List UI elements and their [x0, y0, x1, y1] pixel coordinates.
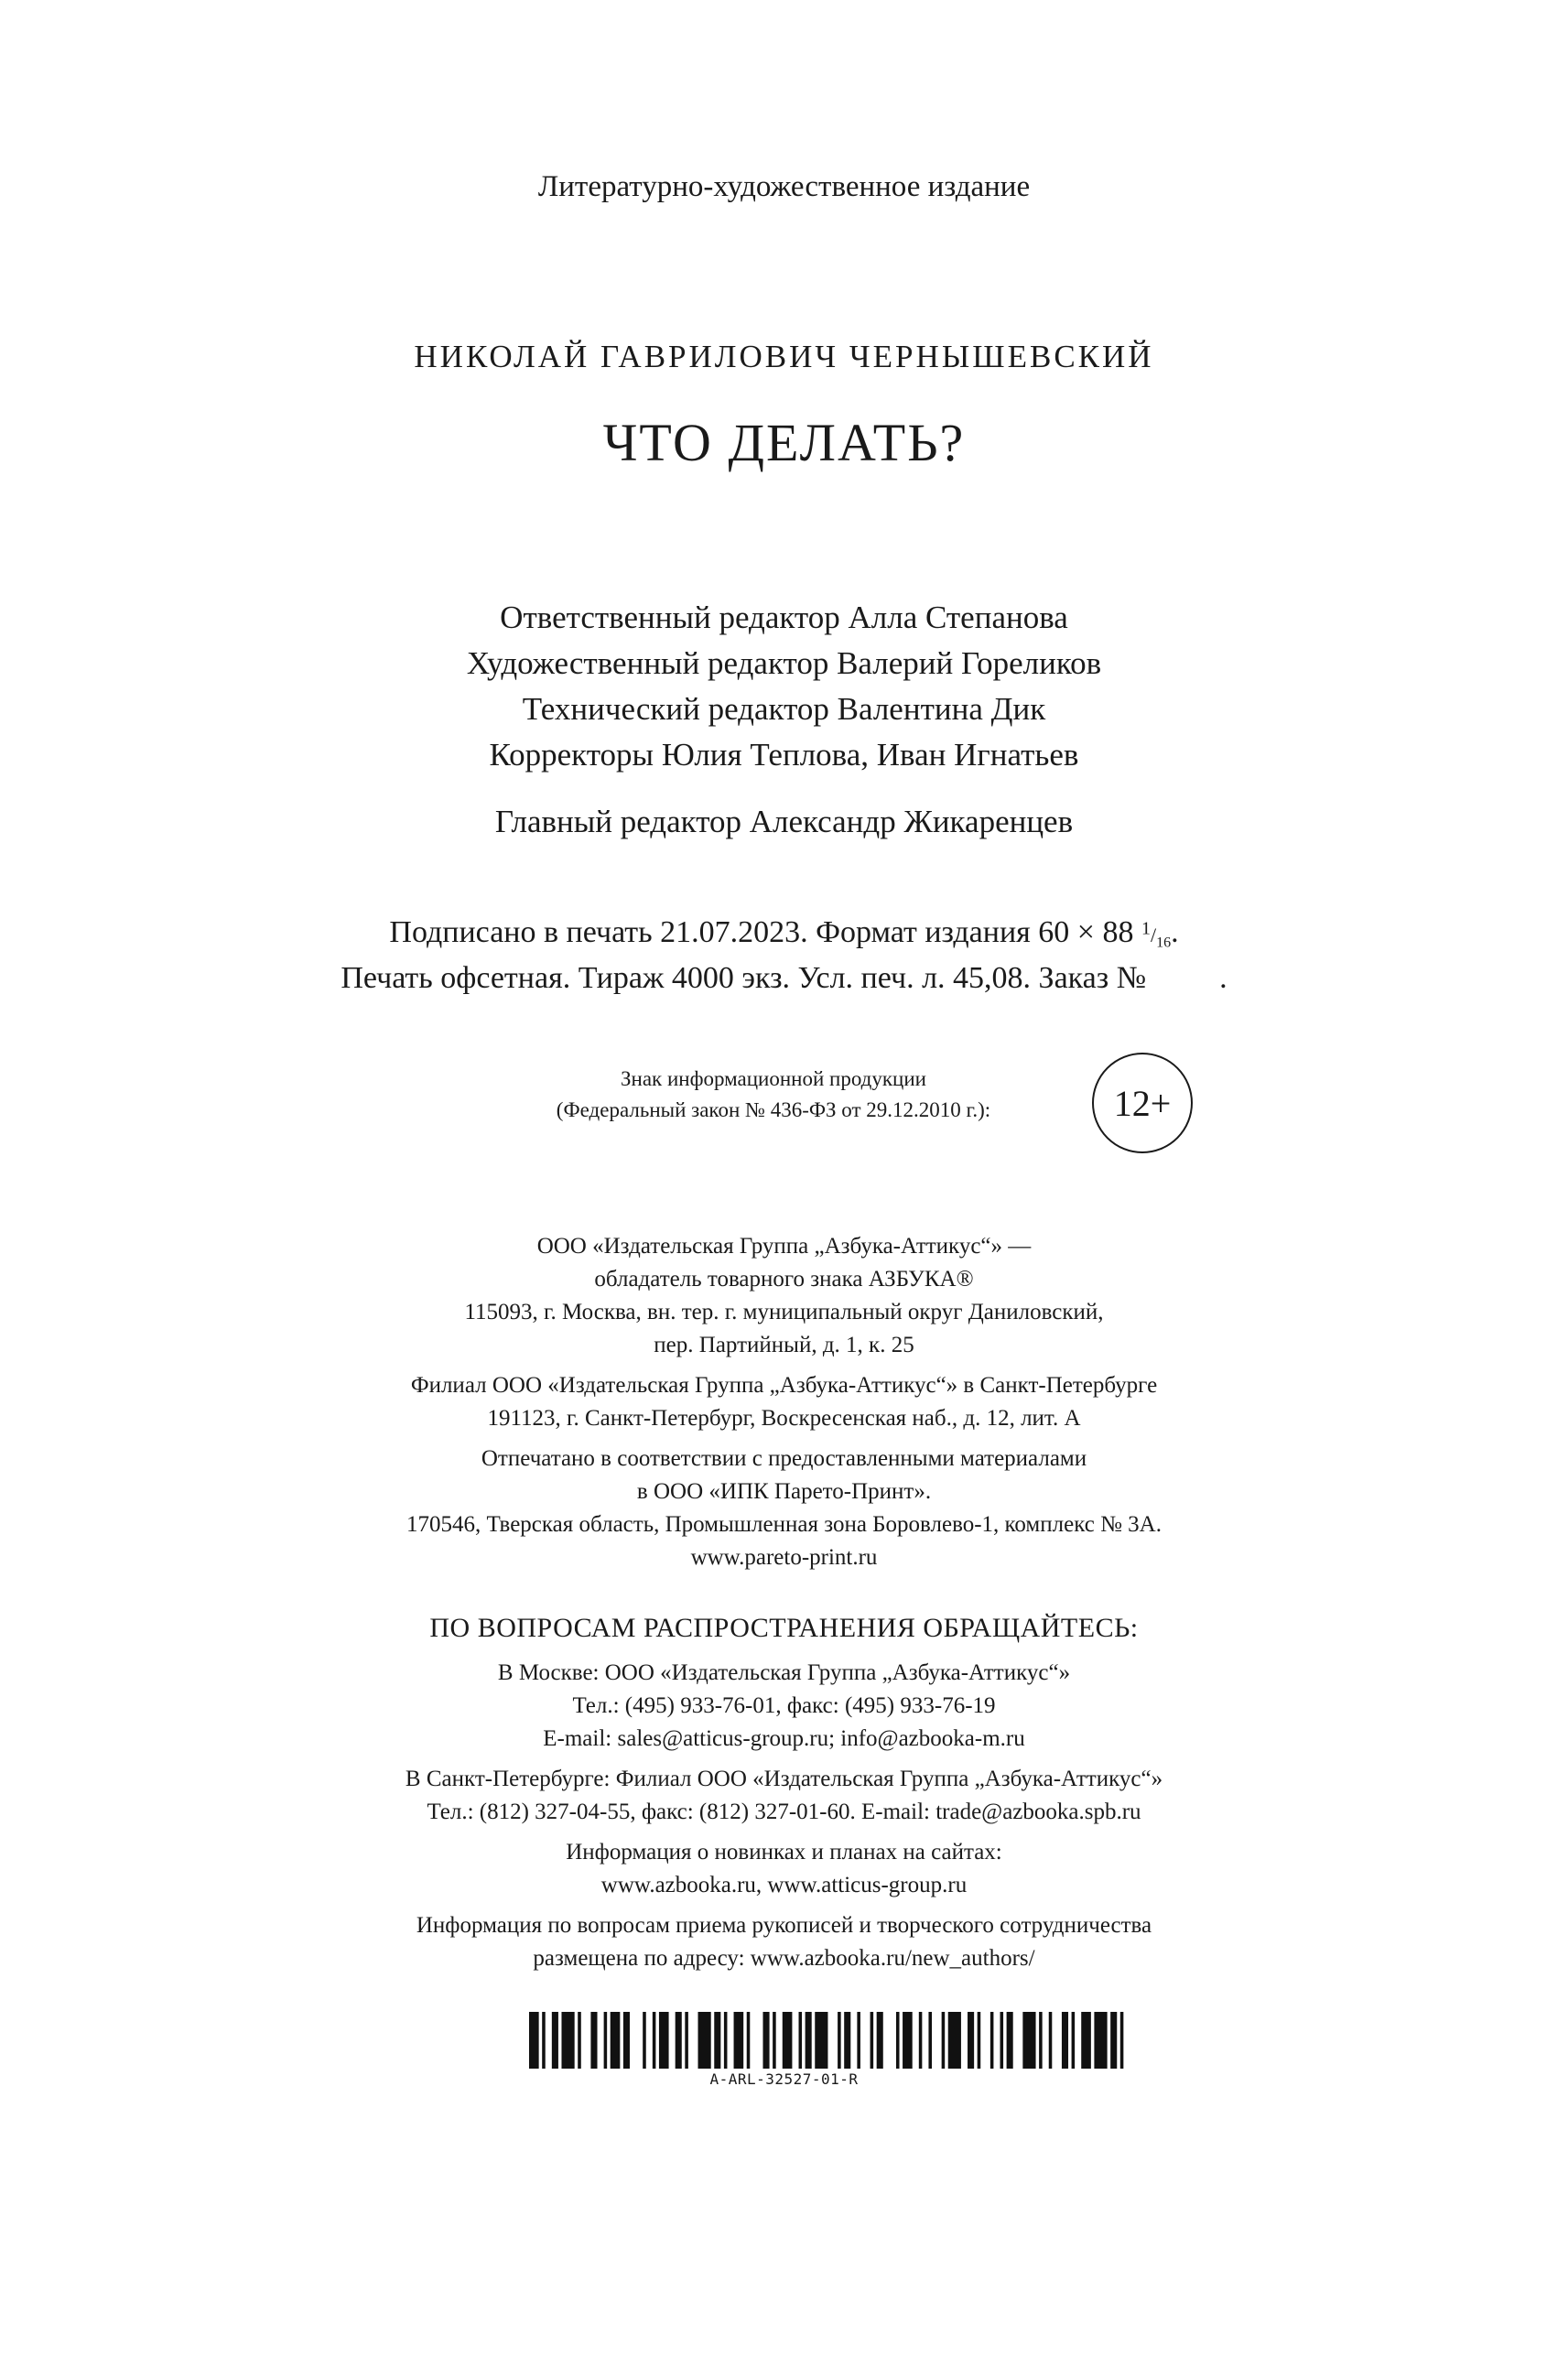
info-sign-text — [462, 1064, 1085, 1126]
print-line-2-end: . — [1219, 961, 1227, 995]
manuscripts-info-line: Информация по вопросам приема рукописей и творческого сотрудничества — [416, 1913, 1152, 1938]
printer-line: 170546, Тверская область, Промышленная зона Боровлево-1, комплекс № 3А. — [406, 1512, 1162, 1537]
print-run-order: Печать офсетная. Тираж 4000 экз. Усл. печ. л. 45,08. Заказ № — [341, 961, 1147, 995]
credit-responsible-editor: Ответственный редактор Алла Степанова — [500, 600, 1068, 635]
manuscripts-info-line: размещена по адресу: www.azbooka.ru/new_authors/ — [533, 1946, 1035, 1971]
distribution-moscow-line: Тел.: (495) 933-76-01, факс: (495) 933-76-19 — [572, 1693, 996, 1718]
print-line-1-end: . — [1171, 915, 1179, 949]
credit-technical-editor: Технический редактор Валентина Дик — [522, 691, 1046, 727]
edition-type: Литературно-художественное издание — [537, 170, 1031, 203]
fraction-denominator: 16 — [1156, 935, 1172, 951]
publisher-line: 115093, г. Москва, вн. тер. г. муниципальный округ Даниловский, — [464, 1300, 1104, 1324]
publisher-line: ООО «Издательская Группа „Азбука-Аттикус“» — — [536, 1234, 1032, 1259]
credit-proofreaders: Корректоры Юлия Теплова, Иван Игнатьев — [489, 737, 1079, 773]
credit-art-editor: Художественный редактор Валерий Гореликов — [466, 645, 1102, 681]
printer-website: www.pareto-print.ru — [690, 1545, 878, 1570]
publisher-line: обладатель товарного знака АЗБУКА® — [594, 1267, 974, 1292]
credit-chief-editor: Главный редактор Александр Жикаренцев — [494, 804, 1074, 839]
distribution-spb-line: Тел.: (812) 327-04-55, факс: (812) 327-01-60. E-mail: trade@azbooka.spb.ru — [427, 1800, 1141, 1824]
distribution-moscow-line: E-mail: sales@atticus-group.ru; info@azbooka-m.ru — [543, 1726, 1025, 1751]
distribution-moscow-line: В Москве: ООО «Издательская Группа „Азбука-Аттикус“» — [497, 1660, 1071, 1685]
print-signed-format: Подписано в печать 21.07.2023. Формат издания 60 × 88 — [389, 915, 1134, 949]
author-name: НИКОЛАЙ ГАВРИЛОВИЧ ЧЕРНЫШЕВСКИЙ — [414, 339, 1154, 374]
printer-line: в ООО «ИПК Парето-Принт». — [636, 1479, 932, 1504]
age-rating-badge: 12+ — [1092, 1053, 1193, 1153]
print-info-line-1 — [0, 915, 1568, 951]
news-info-line: www.azbooka.ru, www.atticus-group.ru — [600, 1873, 968, 1897]
distribution-spb-line: В Санкт-Петербурге: Филиал ООО «Издательская Группа „Азбука-Аттикус“» — [405, 1767, 1163, 1791]
fraction-numerator: 1 — [1141, 918, 1151, 939]
publisher-line: пер. Партийный, д. 1, к. 25 — [654, 1333, 914, 1357]
barcode-icon — [529, 2012, 1133, 2069]
news-info-line: Информация о новинках и планах на сайтах: — [566, 1840, 1002, 1865]
print-info-line-2 — [0, 961, 1568, 996]
branch-line: 191123, г. Санкт-Петербург, Воскресенская наб., д. 12, лит. А — [487, 1406, 1081, 1431]
info-product-sign — [462, 1053, 1213, 1153]
printer-line: Отпечатано в соответствии с предоставленными материалами — [481, 1446, 1087, 1471]
barcode-label: A-ARL-32527-01-R — [709, 2070, 859, 2088]
info-sign-line-2: (Федеральный закон № 436-ФЗ от 29.12.2010 г.): — [556, 1098, 991, 1121]
book-title: ЧТО ДЕЛАТЬ? — [602, 413, 966, 472]
distribution-heading: ПО ВОПРОСАМ РАСПРОСТРАНЕНИЯ ОБРАЩАЙТЕСЬ: — [429, 1613, 1139, 1643]
format-fraction: $^1/_{16}$ — [1141, 918, 1172, 951]
info-sign-line-1: Знак информационной продукции — [621, 1067, 926, 1090]
branch-line: Филиал ООО «Издательская Группа „Азбука-Аттикус“» в Санкт-Петербурге — [410, 1373, 1158, 1398]
